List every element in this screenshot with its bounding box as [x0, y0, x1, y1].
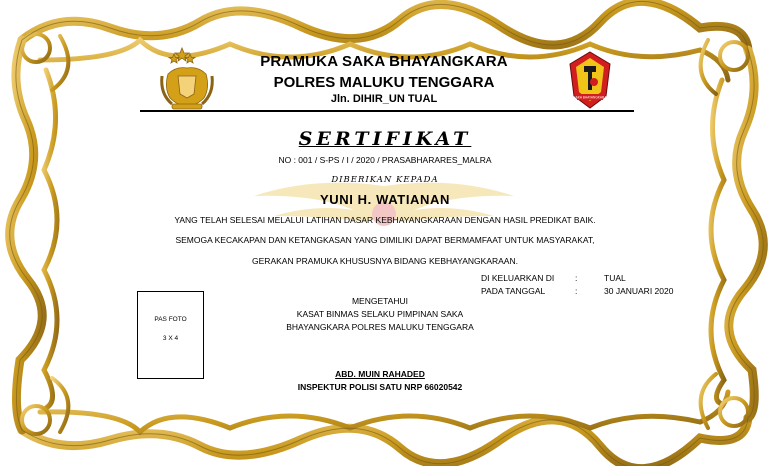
certificate-number: NO : 001 / S-PS / I / 2020 / PRASABHARARES_MALRA — [278, 155, 492, 165]
photo-size: 3 X 4 — [162, 335, 179, 342]
header-divider — [140, 110, 634, 112]
signatory-rank: INSPEKTUR POLISI SATU NRP 66020542 — [297, 382, 463, 392]
knowing-label: MENGETAHUI — [351, 296, 409, 306]
issue-date-value: 30 JANUARI 2020 — [604, 286, 674, 296]
recipient-name: YUNI H. WATIANAN — [320, 192, 450, 207]
body-line-1: YANG TELAH SELESAI MELALUI LATIHAN DASAR KEBHAYANGKARAAN DENGAN HASIL PREDIKAT BAIK. — [174, 215, 596, 225]
signatory-name: ABD. MUIN RAHADED — [335, 369, 425, 379]
photo-placeholder — [137, 291, 204, 379]
issue-date-label: PADA TANGGAL — [481, 286, 546, 296]
body-line-3: GERAKAN PRAMUKA KHUSUSNYA BIDANG KEBHAYANGKARAAN. — [252, 256, 518, 266]
saka-bhayangkara-emblem-icon — [566, 50, 614, 110]
issue-place-label: DI KELUARKAN DI — [481, 273, 555, 283]
organization-address: Jln. DIHIR_UN TUAL — [330, 93, 438, 105]
photo-label: PAS FOTO — [154, 316, 187, 323]
certificate-title: SERTIFIKAT — [298, 128, 472, 150]
signatory-position-1: KASAT BINMAS SELAKU PIMPINAN SAKA — [296, 309, 464, 319]
issue-place-separator: : — [575, 273, 578, 283]
issue-date-separator: : — [575, 286, 578, 296]
issue-place-value: TUAL — [604, 273, 626, 283]
organization-unit: POLRES MALUKU TENGGARA — [273, 74, 495, 91]
body-line-2: SEMOGA KECAKAPAN DAN KETANGKASAN YANG DIMILIKI DAPAT BERMAMFAAT UNTUK MASYARAKAT, — [175, 235, 595, 245]
organization-name: PRAMUKA SAKA BHAYANGKARA — [260, 53, 508, 70]
given-to-label: DIBERIKAN KEPADA — [331, 175, 439, 185]
emblem-text: SAKA BHAYANGKARA — [573, 95, 607, 100]
signatory-position-2: BHAYANGKARA POLRES MALUKU TENGGARA — [286, 322, 474, 332]
